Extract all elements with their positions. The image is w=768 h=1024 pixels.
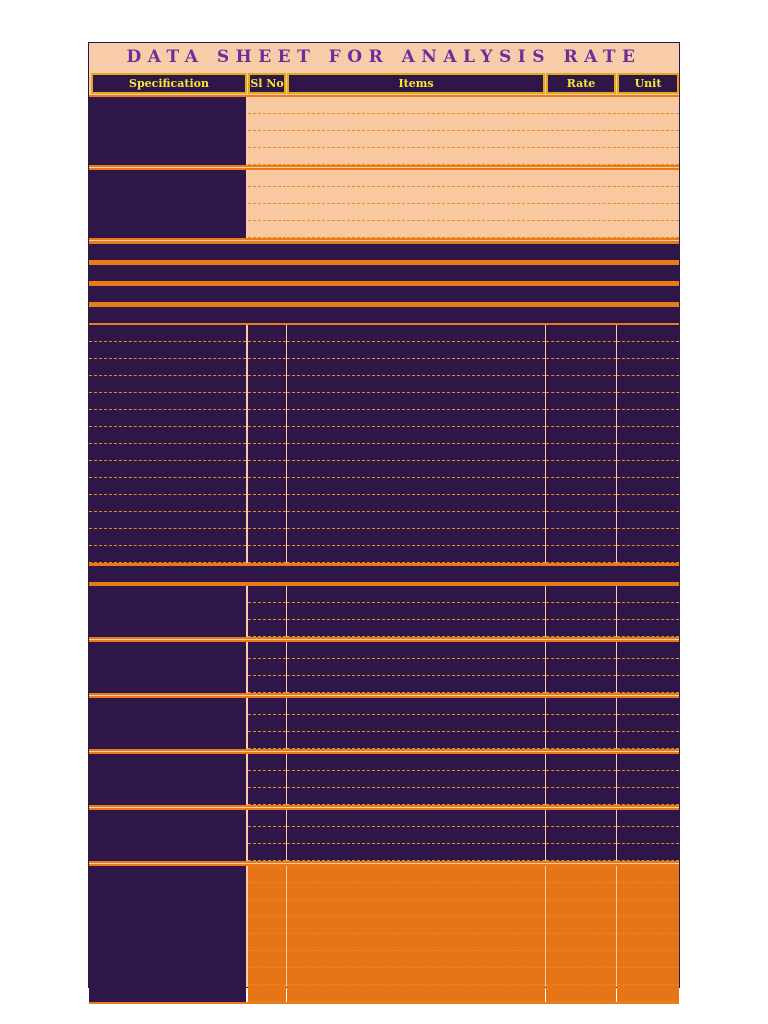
item-text [287, 620, 545, 637]
unit-value [617, 951, 679, 968]
unit-value [617, 221, 679, 238]
sl-no [248, 934, 286, 951]
item-text [287, 917, 545, 934]
item-text [287, 461, 545, 478]
group-spec [89, 866, 246, 1002]
sl-no [248, 97, 286, 114]
rate-value [546, 951, 616, 968]
sl-no [248, 529, 286, 546]
sl-no [248, 788, 286, 805]
separator [89, 805, 679, 807]
unit-value [617, 732, 679, 749]
item-text [287, 827, 545, 844]
list-spec [89, 478, 246, 495]
unit-value [617, 393, 679, 410]
sl-no [248, 461, 286, 478]
item-text [287, 698, 545, 715]
rate-value [546, 810, 616, 827]
rate-value [546, 204, 616, 221]
sl-no [248, 866, 286, 883]
sl-no [248, 754, 286, 771]
item-text [287, 810, 545, 827]
item-text [287, 732, 545, 749]
rate-value [546, 771, 616, 788]
item-text [287, 393, 545, 410]
unit-value [617, 529, 679, 546]
rate-value [546, 444, 616, 461]
unit-value [617, 97, 679, 114]
sl-no [248, 170, 286, 187]
item-text [287, 187, 545, 204]
list-spec [89, 461, 246, 478]
unit-value [617, 325, 679, 342]
list-spec [89, 325, 246, 342]
sl-no [248, 900, 286, 917]
item-text [287, 529, 545, 546]
unit-value [617, 827, 679, 844]
list-spec [89, 376, 246, 393]
sl-no [248, 917, 286, 934]
header-specification: Specification [91, 73, 247, 94]
item-text [287, 771, 545, 788]
item-text [287, 410, 545, 427]
unit-value [617, 900, 679, 917]
unit-value [617, 985, 679, 1002]
sl-no [248, 376, 286, 393]
sl-no [248, 659, 286, 676]
sl-no [248, 603, 286, 620]
rate-value [546, 603, 616, 620]
sl-no [248, 221, 286, 238]
sl-no [248, 512, 286, 529]
item-text [287, 131, 545, 148]
unit-value [617, 771, 679, 788]
list-spec [89, 342, 246, 359]
item-text [287, 325, 545, 342]
rate-value [546, 427, 616, 444]
sl-no [248, 985, 286, 1002]
list-spec [89, 359, 246, 376]
item-text [287, 221, 545, 238]
item-text [287, 114, 545, 131]
unit-value [617, 478, 679, 495]
group-spec [89, 642, 246, 693]
item-text [287, 97, 545, 114]
separator [89, 693, 679, 695]
sl-no [248, 410, 286, 427]
rate-value [546, 97, 616, 114]
header-items: Items [287, 73, 545, 94]
sl-no [248, 771, 286, 788]
rate-value [546, 754, 616, 771]
unit-value [617, 883, 679, 900]
unit-value [617, 844, 679, 861]
item-text [287, 715, 545, 732]
rate-value [546, 461, 616, 478]
unit-value [617, 114, 679, 131]
rate-value [546, 410, 616, 427]
rate-value [546, 546, 616, 563]
sl-no [248, 698, 286, 715]
item-text [287, 900, 545, 917]
rate-value [546, 131, 616, 148]
sl-no [248, 495, 286, 512]
list-spec [89, 529, 246, 546]
item-text [287, 478, 545, 495]
rate-value [546, 642, 616, 659]
item-text [287, 866, 545, 883]
unit-value [617, 131, 679, 148]
sl-no [248, 131, 286, 148]
rate-value [546, 900, 616, 917]
item-text [287, 495, 545, 512]
unit-value [617, 754, 679, 771]
rate-value [546, 698, 616, 715]
sl-no [248, 968, 286, 985]
unit-value [617, 546, 679, 563]
rate-value [546, 788, 616, 805]
rate-value [546, 866, 616, 883]
list-spec [89, 393, 246, 410]
unit-value [617, 642, 679, 659]
item-text [287, 359, 545, 376]
sl-no [248, 951, 286, 968]
unit-value [617, 603, 679, 620]
item-text [287, 883, 545, 900]
section-band [89, 244, 679, 260]
header-rate: Rate [546, 73, 616, 94]
sl-no [248, 620, 286, 637]
unit-value [617, 204, 679, 221]
item-text [287, 342, 545, 359]
rate-value [546, 512, 616, 529]
item-text [287, 512, 545, 529]
rate-value [546, 170, 616, 187]
sl-no [248, 114, 286, 131]
sl-no [248, 393, 286, 410]
list-spec [89, 427, 246, 444]
group-spec [89, 698, 246, 749]
unit-value [617, 788, 679, 805]
rate-value [546, 342, 616, 359]
data-sheet [88, 42, 680, 988]
section-band [89, 307, 679, 323]
header-sl-no: Sl No [248, 73, 286, 94]
rate-value [546, 495, 616, 512]
unit-value [617, 410, 679, 427]
rate-value [546, 478, 616, 495]
sl-no [248, 844, 286, 861]
separator [89, 749, 679, 751]
unit-value [617, 934, 679, 951]
sl-no [248, 586, 286, 603]
sl-no [248, 204, 286, 221]
unit-value [617, 512, 679, 529]
item-text [287, 676, 545, 693]
rate-value [546, 827, 616, 844]
unit-value [617, 359, 679, 376]
rate-value [546, 376, 616, 393]
item-text [287, 934, 545, 951]
item-text [287, 586, 545, 603]
item-text [287, 148, 545, 165]
separator [89, 238, 679, 240]
unit-value [617, 495, 679, 512]
sl-no [248, 676, 286, 693]
item-text [287, 788, 545, 805]
rate-value [546, 659, 616, 676]
unit-value [617, 917, 679, 934]
separator [89, 165, 679, 167]
group-spec [89, 754, 246, 805]
sl-no [248, 478, 286, 495]
rate-value [546, 620, 616, 637]
group-spec [89, 586, 246, 637]
sl-no [248, 427, 286, 444]
separator [89, 637, 679, 639]
rate-value [546, 114, 616, 131]
sl-no [248, 187, 286, 204]
separator [89, 1002, 679, 1004]
list-spec [89, 512, 246, 529]
rate-value [546, 148, 616, 165]
rate-value [546, 715, 616, 732]
group-spec [89, 170, 246, 238]
section-band [89, 286, 679, 302]
item-text [287, 754, 545, 771]
sl-no [248, 342, 286, 359]
item-text [287, 968, 545, 985]
rate-value [546, 586, 616, 603]
sl-no [248, 732, 286, 749]
unit-value [617, 810, 679, 827]
item-text [287, 951, 545, 968]
section-band [89, 265, 679, 281]
unit-value [617, 427, 679, 444]
unit-value [617, 376, 679, 393]
sl-no [248, 827, 286, 844]
unit-value [617, 586, 679, 603]
group-spec [89, 810, 246, 861]
rate-value [546, 393, 616, 410]
item-text [287, 427, 545, 444]
rate-value [546, 359, 616, 376]
rate-value [546, 985, 616, 1002]
item-text [287, 444, 545, 461]
list-spec [89, 495, 246, 512]
rate-value [546, 221, 616, 238]
item-text [287, 170, 545, 187]
item-text [287, 844, 545, 861]
unit-value [617, 676, 679, 693]
unit-value [617, 698, 679, 715]
section-band [89, 566, 679, 582]
rate-value [546, 676, 616, 693]
sl-no [248, 546, 286, 563]
item-text [287, 659, 545, 676]
rate-value [546, 844, 616, 861]
list-spec [89, 444, 246, 461]
sl-no [248, 810, 286, 827]
unit-value [617, 866, 679, 883]
rate-value [546, 934, 616, 951]
sl-no [248, 883, 286, 900]
rate-value [546, 968, 616, 985]
unit-value [617, 620, 679, 637]
unit-value [617, 187, 679, 204]
sheet-title: DATA SHEET FOR ANALYSIS RATE [126, 47, 642, 67]
unit-value [617, 968, 679, 985]
list-spec [89, 410, 246, 427]
sl-no [248, 325, 286, 342]
unit-value [617, 659, 679, 676]
unit-value [617, 342, 679, 359]
header-unit: Unit [617, 73, 679, 94]
rate-value [546, 917, 616, 934]
sl-no [248, 642, 286, 659]
item-text [287, 603, 545, 620]
sl-no [248, 359, 286, 376]
item-text [287, 642, 545, 659]
item-text [287, 985, 545, 1002]
unit-value [617, 715, 679, 732]
item-text [287, 376, 545, 393]
rate-value [546, 529, 616, 546]
sl-no [248, 715, 286, 732]
unit-value [617, 170, 679, 187]
rate-value [546, 325, 616, 342]
rate-value [546, 732, 616, 749]
item-text [287, 204, 545, 221]
rate-value [546, 883, 616, 900]
unit-value [617, 148, 679, 165]
sl-no [248, 148, 286, 165]
list-spec [89, 546, 246, 563]
group-spec [89, 97, 246, 165]
item-text [287, 546, 545, 563]
unit-value [617, 444, 679, 461]
rate-value [546, 187, 616, 204]
separator [89, 861, 679, 863]
sl-no [248, 444, 286, 461]
unit-value [617, 461, 679, 478]
